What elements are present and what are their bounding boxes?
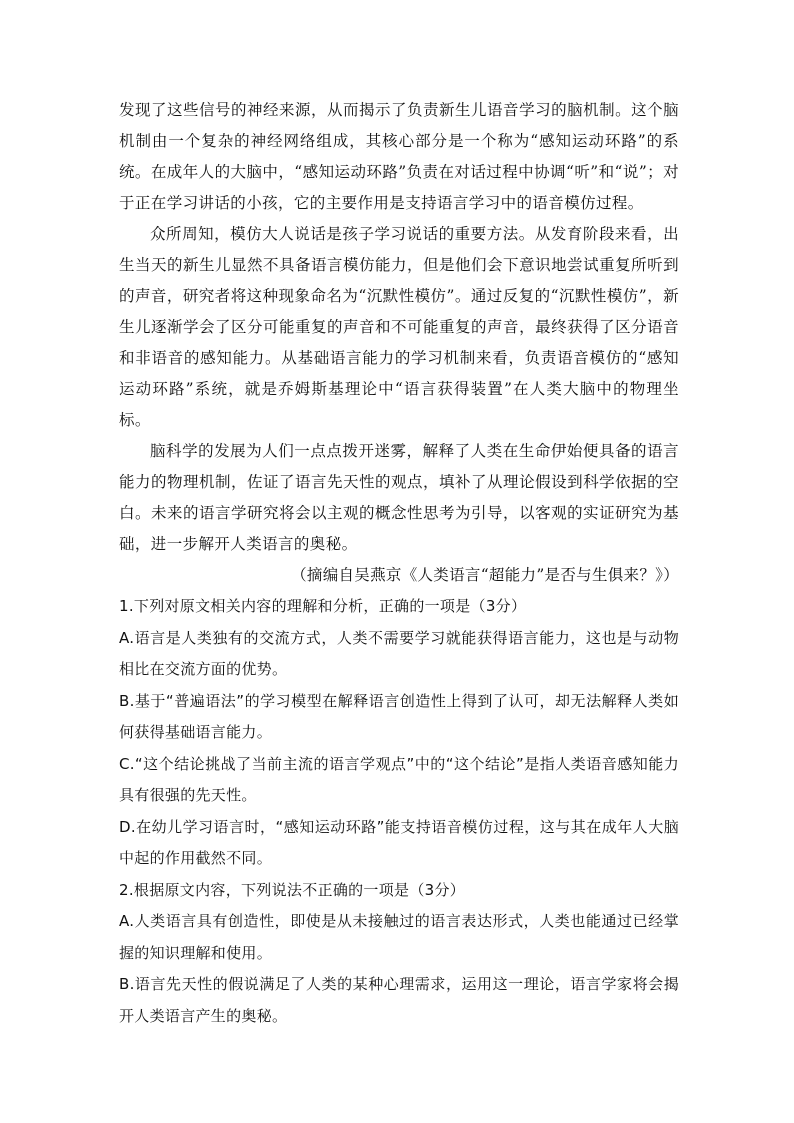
question-2 [119, 875, 679, 1033]
page-content [119, 95, 679, 1032]
article-paragraph: 脑科学的发展为人们一点点拨开迷雾，解释了人类在生命伊始便具备的语言能力的物理机制，佐证了语言先天性的观点，填补了从理论假设到科学依据的空白。未来的语言学研究将会以主观的概念性思考为引导，以客观的实证研究为基础，进一步解开人类语言的奥秘。 [119, 442, 679, 553]
question-stem: 1.下列对原文相关内容的理解和分析，正确的一项是（3分） [119, 597, 527, 615]
article-paragraph: 发现了这些信号的神经来源，从而揭示了负责新生儿语音学习的脑机制。这个脑机制由一个复杂的神经网络组成，其核心部分是一个称为“感知运动环路”的系统。在成年人的大脑中，“感知运动环路”负责在对话过程中协调“听”和“说”；对于正在学习讲话的小孩，它的主要作用是支持语言学习中的语音模仿过程。 [119, 101, 679, 212]
question-option: B.语言先天性的假说满足了人类的某种心理需求，运用这一理论，语言学家将会揭开人类语言产生的奥秘。 [119, 975, 679, 1025]
article-paragraph: 众所周知，模仿大人说话是孩子学习说话的重要方法。从发育阶段来看，出生当天的新生儿显然不具备语言模仿能力，但是他们会下意识地尝试重复所听到的声音，研究者将这种现象命名为“沉默性模仿”。通过反复的“沉默性模仿”，新生儿逐渐学会了区分可能重复的声音和不可能重复的声音，最终获得了区分语音和非语音的感知能力。从基础语言能力的学习机制来看，负责语音模仿的“感知运动环路”系统，就是乔姆斯基理论中“语言获得装置”在人类大脑中的物理坐标。 [119, 225, 679, 429]
article-source: （摘编自吴燕京《人类语言“超能力”是否与生俱来？》） [291, 566, 679, 584]
question-option: C.“这个结论挑战了当前主流的语言学观点”中的“这个结论”是指人类语音感知能力具有很强的先天性。 [119, 754, 679, 804]
question-1 [119, 591, 679, 875]
question-option: A.语言是人类独有的交流方式，人类不需要学习就能获得语言能力，这也是与动物相比在交流方面的优势。 [119, 628, 679, 678]
question-option: D.在幼儿学习语言时，“感知运动环路”能支持语音模仿过程，这与其在成年人大脑中起的作用截然不同。 [119, 817, 679, 867]
question-option: A.人类语言具有创造性，即使是从未接触过的语言表达形式，人类也能通过已经掌握的知识理解和使用。 [119, 912, 679, 962]
question-option: B.基于“普遍语法”的学习模型在解释语言创造性上得到了认可，却无法解释人类如何获得基础语言能力。 [119, 691, 679, 741]
question-stem: 2.根据原文内容，下列说法不正确的一项是（3分） [119, 880, 466, 899]
